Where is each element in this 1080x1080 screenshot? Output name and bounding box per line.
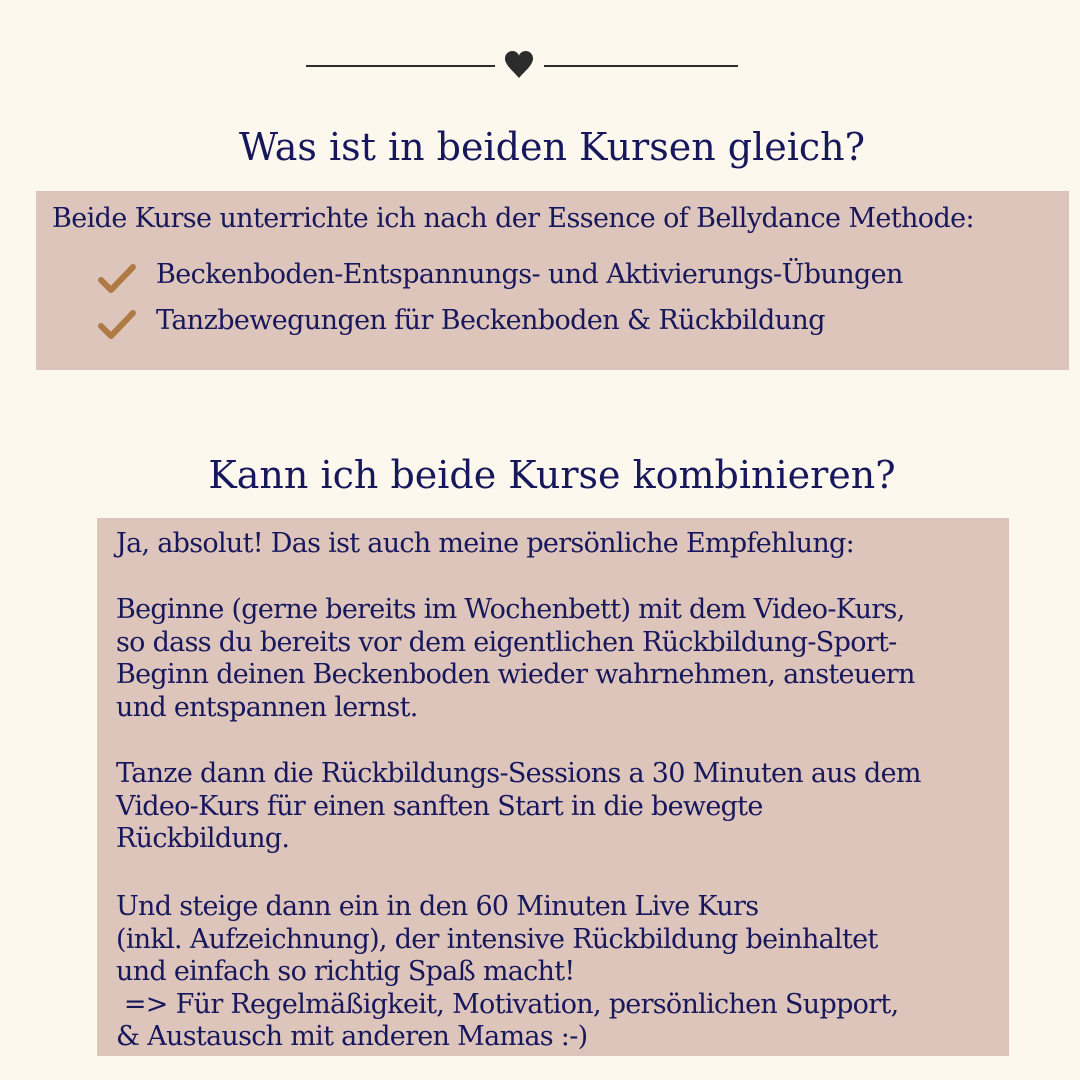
common-features-intro: Beide Kurse unterrichte ich nach der Essence of Bellydance Methode: [52,203,975,234]
heart-icon [504,50,534,80]
section1-heading: Was ist in beiden Kursen gleich? [238,125,866,169]
check-icon [98,263,136,295]
divider-line-left [306,65,495,67]
paragraph-live-course: Und steige dann ein in den 60 Minuten Live Kurs (inkl. Aufzeichnung), der intensive Rückbildung beinhaltet und einfach so richtig Spaß macht! => Für Regelmäßigkeit, Motivation, persönlichen Support, & Austausch mit anderen Mamas :-) [116,891,899,1052]
paragraph-sessions: Tanze dann die Rückbildungs-Sessions a 30 Minuten aus dem Video-Kurs für einen sanften Start in die bewegte Rückbildung. [116,758,921,854]
check-item-label: Tanzbewegungen für Beckenboden & Rückbildung [156,305,825,336]
heart-divider [306,50,738,82]
combination-box [97,518,1009,1056]
divider-line-right [544,65,738,67]
check-item-label: Beckenboden-Entspannungs- und Aktivierungs-Übungen [156,259,903,290]
check-icon [98,309,136,341]
common-features-box [36,191,1069,370]
paragraph-answer: Ja, absolut! Das ist auch meine persönliche Empfehlung: [116,528,855,559]
section2-heading: Kann ich beide Kurse kombinieren? [208,453,896,497]
paragraph-video-course: Beginne (gerne bereits im Wochenbett) mit dem Video-Kurs, so dass du bereits vor dem eigentlichen Rückbildung-Sport- Beginn deinen Beckenboden wieder wahrnehmen, ansteuern und entspannen lernst. [116,594,915,723]
